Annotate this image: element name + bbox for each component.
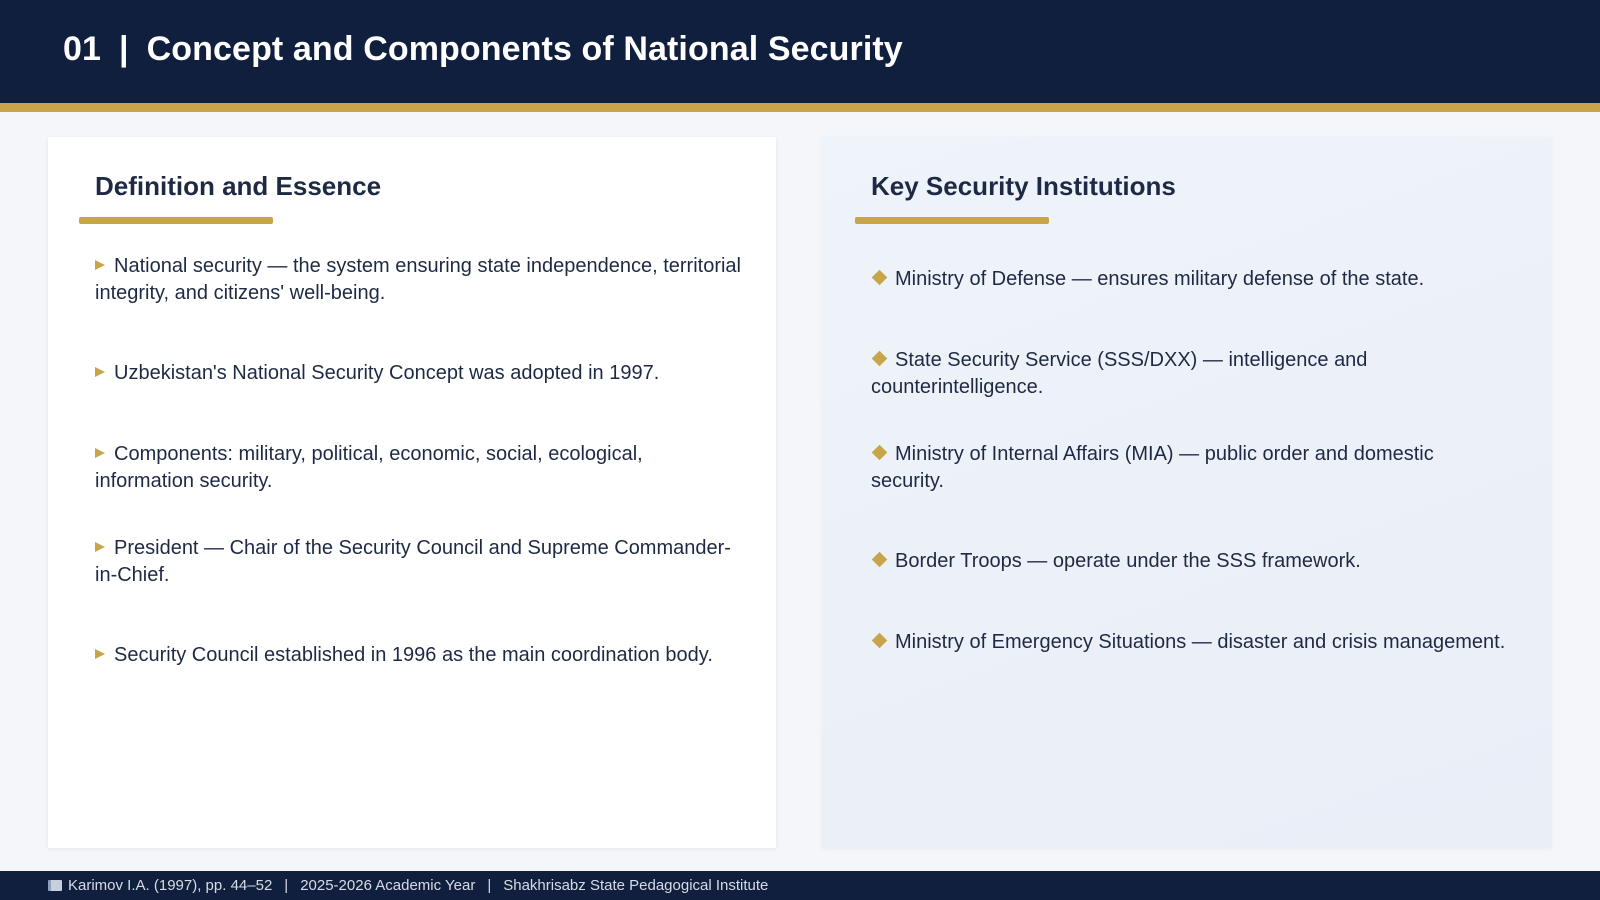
- triangle-bullet-icon: [95, 542, 105, 552]
- definition-heading: Definition and Essence: [95, 171, 382, 201]
- footer-separator: |: [284, 877, 289, 894]
- institutions-panel: [822, 137, 1552, 848]
- definition-item-text: Uzbekistan's National Security Concept was adopted in 1997.: [114, 362, 660, 384]
- institution-item: [871, 266, 1511, 293]
- triangle-bullet-icon: [95, 448, 105, 458]
- institution-item: [871, 347, 1511, 401]
- diamond-bullet-icon: [872, 270, 888, 286]
- definition-item: [95, 535, 745, 589]
- definition-item-text: President — Chair of the Security Council and Supreme Commander-in-Chief.: [95, 537, 731, 586]
- diamond-bullet-icon: [872, 445, 888, 461]
- triangle-bullet-icon: [95, 260, 105, 270]
- footer-institution: Shakhrisabz State Pedagogical Institute: [503, 877, 769, 894]
- triangle-bullet-icon: [95, 367, 105, 377]
- definition-item: [95, 642, 745, 669]
- institution-item-text: Ministry of Internal Affairs (MIA) — public order and domestic security.: [871, 443, 1434, 492]
- footer-separator: |: [487, 877, 492, 894]
- institution-item: [871, 441, 1511, 495]
- institution-item-text: Ministry of Defense — ensures military defense of the state.: [895, 268, 1425, 290]
- title-separator: |: [119, 30, 129, 68]
- institution-item: [871, 629, 1511, 656]
- definition-heading-underline: [79, 217, 273, 224]
- slide-number: 01: [63, 30, 102, 68]
- institutions-heading: Key Security Institutions: [871, 171, 1176, 201]
- definition-item-text: National security — the system ensuring state independence, territorial integrity, and citizens' well-being.: [95, 255, 741, 304]
- institution-item-text: Ministry of Emergency Situations — disaster and crisis management.: [895, 631, 1506, 653]
- diamond-bullet-icon: [872, 552, 888, 568]
- slide-title-text: Concept and Components of National Security: [146, 30, 903, 68]
- definition-panel: [48, 137, 776, 848]
- diamond-bullet-icon: [872, 633, 888, 649]
- diamond-bullet-icon: [872, 351, 888, 367]
- header-bar: [0, 0, 1600, 103]
- triangle-bullet-icon: [95, 649, 105, 659]
- slide-title: [63, 30, 903, 69]
- book-icon: [48, 880, 62, 891]
- definition-item: [95, 441, 745, 495]
- definition-item: [95, 253, 745, 307]
- institution-item: [871, 548, 1511, 575]
- footer-bar: [0, 871, 1600, 900]
- definition-item-text: Components: military, political, economic, social, ecological, information security.: [95, 443, 643, 492]
- institution-item-text: State Security Service (SSS/DXX) — intelligence and counterintelligence.: [871, 349, 1368, 398]
- header-gold-rule: [0, 103, 1600, 112]
- institution-item-text: Border Troops — operate under the SSS framework.: [895, 550, 1361, 572]
- definition-item: [95, 360, 745, 387]
- footer-source: Karimov I.A. (1997), pp. 44–52: [68, 877, 273, 894]
- footer-year: 2025-2026 Academic Year: [300, 877, 476, 894]
- definition-item-text: Security Council established in 1996 as the main coordination body.: [114, 644, 713, 666]
- institutions-heading-underline: [855, 217, 1049, 224]
